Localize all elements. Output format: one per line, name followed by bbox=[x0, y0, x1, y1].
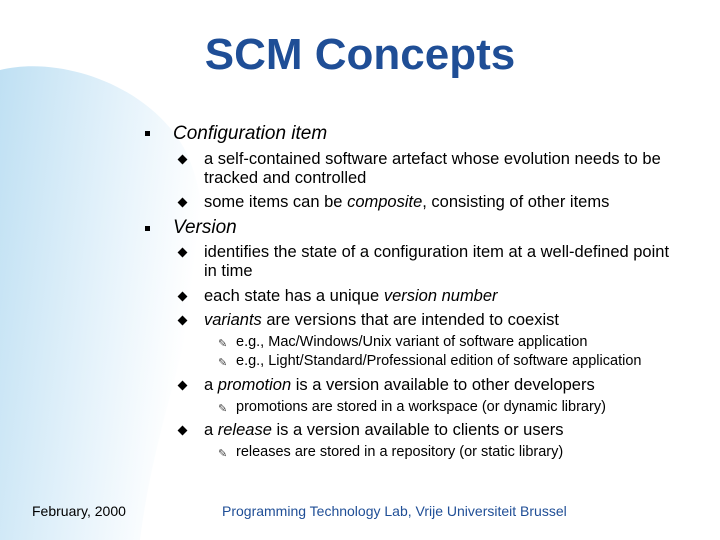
diamond-bullet-icon bbox=[178, 316, 188, 326]
emphasis-text: variants bbox=[204, 311, 262, 329]
text-segment: each state has a unique bbox=[204, 287, 384, 305]
emphasis-text: promotion bbox=[217, 376, 292, 394]
diamond-bullet-icon bbox=[178, 292, 188, 302]
text-segment: is a version available to clients or users bbox=[271, 421, 564, 439]
diamond-bullet-icon bbox=[178, 426, 188, 436]
pen-bullet-icon: ✎ bbox=[218, 338, 228, 350]
emphasis-text: release bbox=[217, 421, 272, 439]
config-item-point-2 bbox=[204, 193, 609, 212]
config-item-point-1-text: a self-contained software artefact whose evolution needs to be tracked and controlled bbox=[204, 150, 661, 187]
version-point-promotion bbox=[204, 376, 595, 395]
pen-bullet-icon: ✎ bbox=[218, 403, 228, 415]
version-point-1: identifies the state of a configuration item at a well-defined point in time bbox=[204, 243, 670, 280]
version-point-3 bbox=[204, 311, 559, 330]
text-segment: a bbox=[204, 376, 218, 394]
diamond-bullet-icon bbox=[178, 248, 188, 258]
variant-example-2: e.g., Light/Standard/Professional edition of software application bbox=[236, 353, 642, 369]
footer-org: Programming Technology Lab, Vrije Universiteit Brussel bbox=[222, 503, 567, 519]
config-item-heading: Configuration item bbox=[173, 123, 328, 144]
text-segment: are versions that are intended to coexist bbox=[261, 311, 559, 329]
promotion-note: promotions are stored in a workspace (or dynamic library) bbox=[236, 399, 606, 415]
diamond-bullet-icon bbox=[178, 381, 188, 391]
version-point-2 bbox=[204, 287, 498, 306]
text-segment: is a version available to other developers bbox=[291, 376, 595, 394]
diamond-bullet-icon bbox=[178, 155, 188, 165]
emphasis-text: composite bbox=[347, 193, 423, 211]
slide-title: SCM Concepts bbox=[204, 30, 516, 79]
square-bullet-icon bbox=[145, 226, 150, 231]
text-segment: a bbox=[204, 421, 218, 439]
pen-bullet-icon: ✎ bbox=[218, 448, 228, 460]
text-segment: , consisting of other items bbox=[422, 193, 610, 211]
release-note: releases are stored in a repository (or static library) bbox=[236, 444, 564, 460]
diamond-bullet-icon bbox=[178, 198, 188, 208]
emphasis-text: version number bbox=[383, 287, 498, 305]
variant-example-1: e.g., Mac/Windows/Unix variant of software application bbox=[236, 334, 588, 350]
footer-date: February, 2000 bbox=[32, 503, 126, 519]
square-bullet-icon bbox=[145, 131, 150, 136]
config-item-point-1 bbox=[204, 150, 694, 188]
version-heading: Version bbox=[173, 217, 237, 238]
version-point-release bbox=[204, 421, 564, 440]
text-segment: some items can be bbox=[204, 193, 348, 211]
pen-bullet-icon: ✎ bbox=[218, 357, 228, 369]
